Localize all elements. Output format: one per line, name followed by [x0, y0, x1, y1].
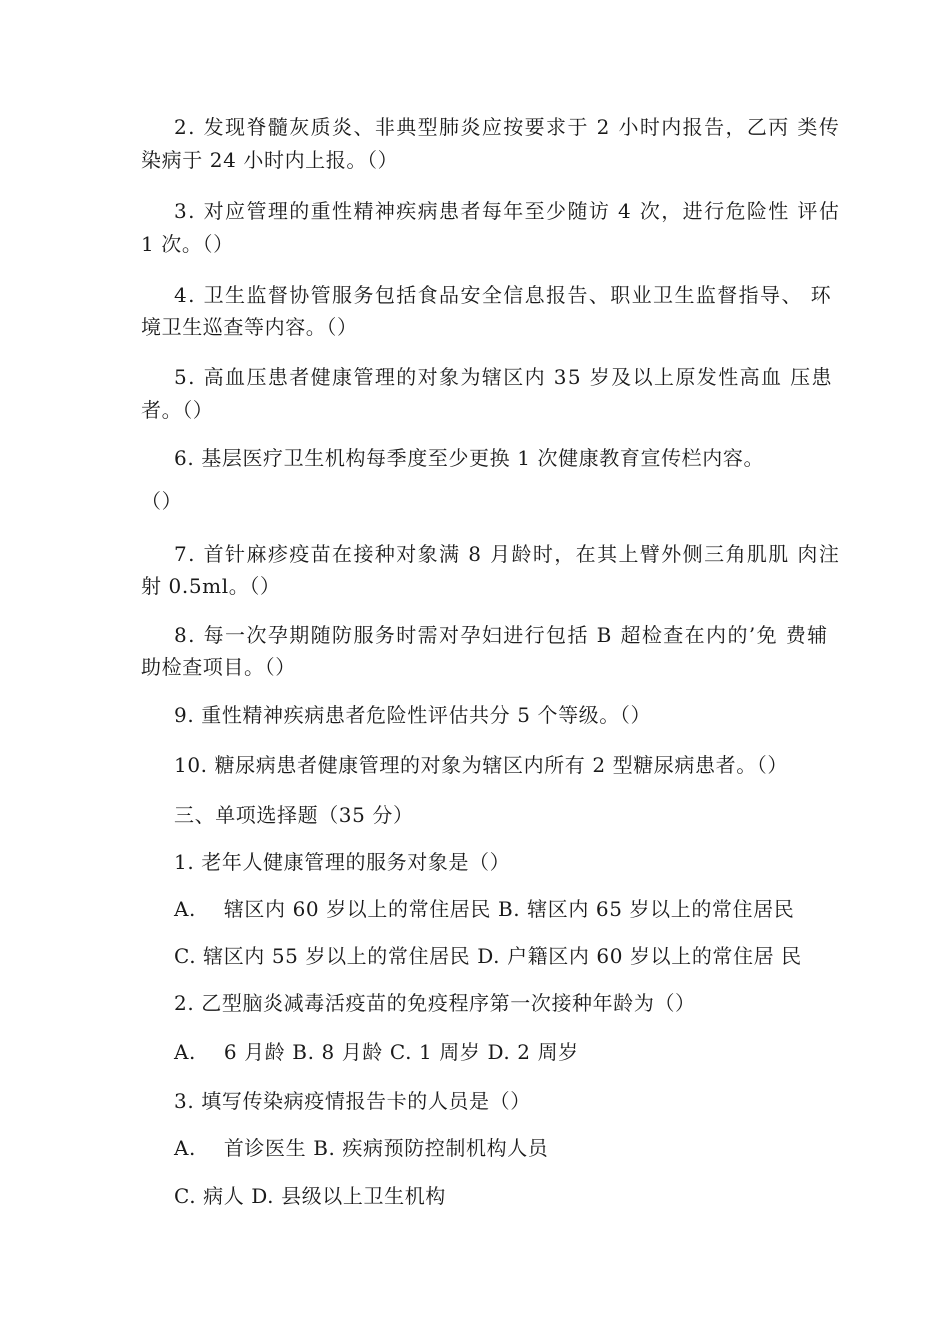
section-title: 三、单项选择题（35 分） [174, 803, 414, 827]
judgement-item-4-line-2: 境卫生巡查等内容。（） [141, 315, 358, 339]
judgement-item-2-line-1: 2. 发现脊髓灰质炎、非典型肺炎应按要求于 2 小时内报告，乙丙 类传 [174, 115, 841, 139]
judgement-item-10: 10. 糖尿病患者健康管理的对象为辖区内所有 2 型糖尿病患者。（） [174, 753, 789, 777]
judgement-item-4-line-1: 4. 卫生监督协管服务包括食品安全信息报告、职业卫生监督指导、 环 [174, 283, 832, 307]
judgement-item-3-line-2: 1 次。（） [141, 232, 234, 256]
judgement-item-8-line-2: 助检查项目。（） [141, 655, 296, 679]
judgement-item-7-line-1: 7. 首针麻疹疫苗在接种对象满 8 月龄时，在其上臂外侧三角肌肌 肉注 [174, 542, 841, 566]
choice-question-3-options-1: A. 首诊医生 B. 疾病预防控制机构人员 [174, 1136, 549, 1160]
choice-question-2-options-1: A. 6 月龄 B. 8 月龄 C. 1 周岁 D. 2 周岁 [174, 1040, 579, 1064]
judgement-item-8-line-1: 8. 每一次孕期随防服务时需对孕妇进行包括 B 超检查在内的’免 费辅 [174, 623, 829, 647]
judgement-item-6-line-1: 6. 基层医疗卫生机构每季度至少更换 1 次健康教育宣传栏内容。 [174, 446, 765, 470]
choice-question-1: 1. 老年人健康管理的服务对象是（） [174, 850, 511, 874]
judgement-item-5-line-2: 者。（） [141, 398, 214, 422]
judgement-item-5-line-1: 5. 高血压患者健康管理的对象为辖区内 35 岁及以上原发性高血 压患 [174, 365, 833, 389]
choice-question-1-options-1: A. 辖区内 60 岁以上的常住居民 B. 辖区内 65 岁以上的常住居民 [174, 897, 795, 921]
choice-question-1-options-2: C. 辖区内 55 岁以上的常住居民 D. 户籍区内 60 岁以上的常住居 民 [174, 944, 802, 968]
choice-question-2: 2. 乙型脑炎减毒活疫苗的免疫程序第一次接种年龄为（） [174, 991, 696, 1015]
judgement-item-7-line-2: 射 0.5ml。（） [141, 574, 281, 598]
choice-question-3: 3. 填写传染病疫情报告卡的人员是（） [174, 1089, 531, 1113]
choice-question-3-options-2: C. 病人 D. 县级以上卫生机构 [174, 1184, 446, 1208]
judgement-item-6-line-2: （） [141, 489, 183, 513]
judgement-item-3-line-1: 3. 对应管理的重性精神疾病患者每年至少随访 4 次，进行危险性 评估 [174, 199, 841, 223]
judgement-item-2-line-2: 染病于 24 小时内上报。（） [141, 148, 399, 172]
judgement-item-9: 9. 重性精神疾病患者危险性评估共分 5 个等级。（） [174, 703, 652, 727]
